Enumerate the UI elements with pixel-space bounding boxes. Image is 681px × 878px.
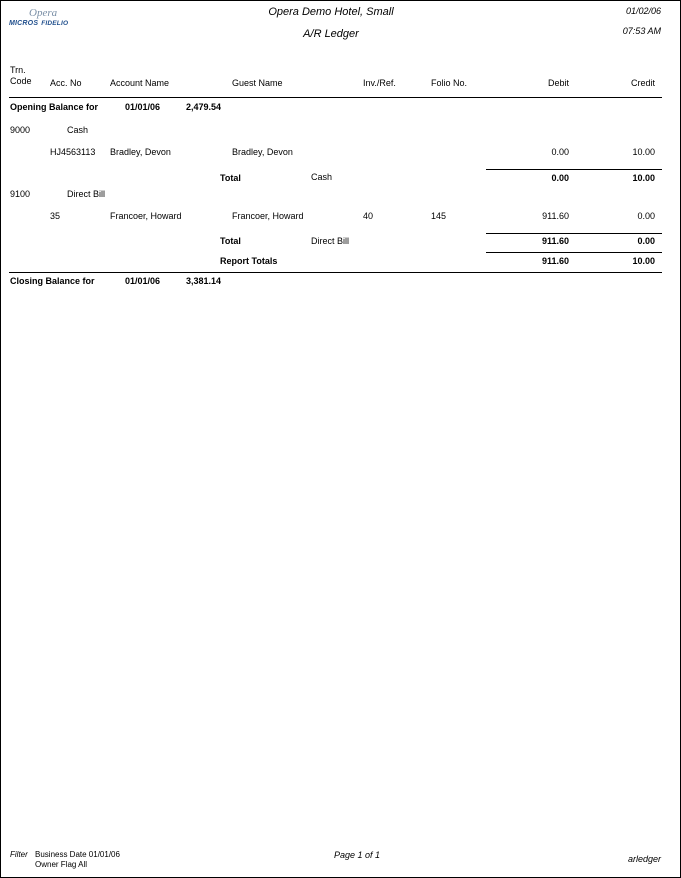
- report-time: 07:53 AM: [622, 26, 661, 36]
- group-total-debit: 0.00: [551, 173, 569, 183]
- col-acc-no: Acc. No: [50, 78, 82, 88]
- row-inv-ref: 40: [363, 211, 374, 221]
- opening-balance-label: Opening Balance for: [10, 102, 99, 112]
- group-total-name: Cash: [311, 172, 333, 182]
- group-total-name: Direct Bill: [311, 236, 350, 246]
- report-date: 01/02/06: [625, 6, 661, 16]
- row-acc-no: 35: [50, 211, 61, 221]
- footer-business-date: Business Date 01/01/06: [35, 850, 120, 859]
- closing-balance-amount: 3,381.14: [186, 276, 222, 286]
- header-divider: [9, 97, 662, 98]
- row-credit: 10.00: [632, 147, 655, 157]
- micros-logo-text: MICROS: [9, 20, 39, 27]
- col-inv-ref: Inv./Ref.: [363, 78, 396, 88]
- opening-balance-amount: 2,479.54: [186, 102, 222, 112]
- group-total-label: Total: [220, 173, 241, 183]
- row-debit: 0.00: [551, 147, 569, 157]
- report-totals-credit: 10.00: [632, 256, 655, 266]
- hotel-name: Opera Demo Hotel, Small: [268, 6, 394, 18]
- footer-owner-flag: Owner Flag All: [35, 860, 88, 869]
- col-guest-name: Guest Name: [232, 78, 283, 88]
- micros-fidelio-logo: [9, 20, 68, 27]
- footer-filter-label: Filter: [10, 850, 28, 859]
- col-credit: Credit: [630, 78, 655, 88]
- col-trn-code-line2: Code: [10, 76, 32, 86]
- fidelio-logo-text: FIDELIO: [41, 20, 69, 27]
- report-totals-debit: 911.60: [541, 256, 569, 266]
- group-total-label: Total: [220, 236, 241, 246]
- report-totals-label: Report Totals: [220, 256, 278, 266]
- closing-balance-label: Closing Balance for: [10, 276, 95, 286]
- group-name: Direct Bill: [67, 189, 106, 199]
- group-total-debit: 911.60: [541, 236, 569, 246]
- report-totals-divider: [486, 252, 662, 253]
- row-account-name: Francoer, Howard: [110, 211, 182, 221]
- total-divider: [486, 169, 662, 170]
- closing-divider: [9, 272, 662, 273]
- footer-page-number: Page 1 of 1: [334, 850, 381, 860]
- group-total-credit: 0.00: [637, 236, 655, 246]
- row-debit: 911.60: [542, 211, 569, 221]
- col-folio-no: Folio No.: [431, 78, 468, 88]
- row-credit: 0.00: [637, 211, 655, 221]
- row-folio-no: 145: [431, 211, 447, 221]
- group-code: 9000: [10, 125, 31, 135]
- footer-report-code: arledger: [627, 854, 661, 864]
- opening-balance-date: 01/01/06: [125, 102, 161, 112]
- row-guest-name: Francoer, Howard: [232, 211, 304, 221]
- row-acc-no: HJ4563113: [50, 147, 96, 157]
- group-code: 9100: [10, 189, 31, 199]
- row-account-name: Bradley, Devon: [110, 147, 171, 157]
- col-debit: Debit: [547, 78, 569, 88]
- total-divider: [486, 233, 662, 234]
- group-name: Cash: [67, 125, 89, 135]
- col-account-name: Account Name: [110, 78, 170, 88]
- closing-balance-date: 01/01/06: [125, 276, 161, 286]
- report-title: A/R Ledger: [303, 28, 359, 40]
- opera-logo-text: Opera: [29, 7, 58, 19]
- col-trn-code-line1: Trn.: [10, 65, 26, 75]
- row-guest-name: Bradley, Devon: [232, 147, 293, 157]
- group-total-credit: 10.00: [632, 173, 655, 183]
